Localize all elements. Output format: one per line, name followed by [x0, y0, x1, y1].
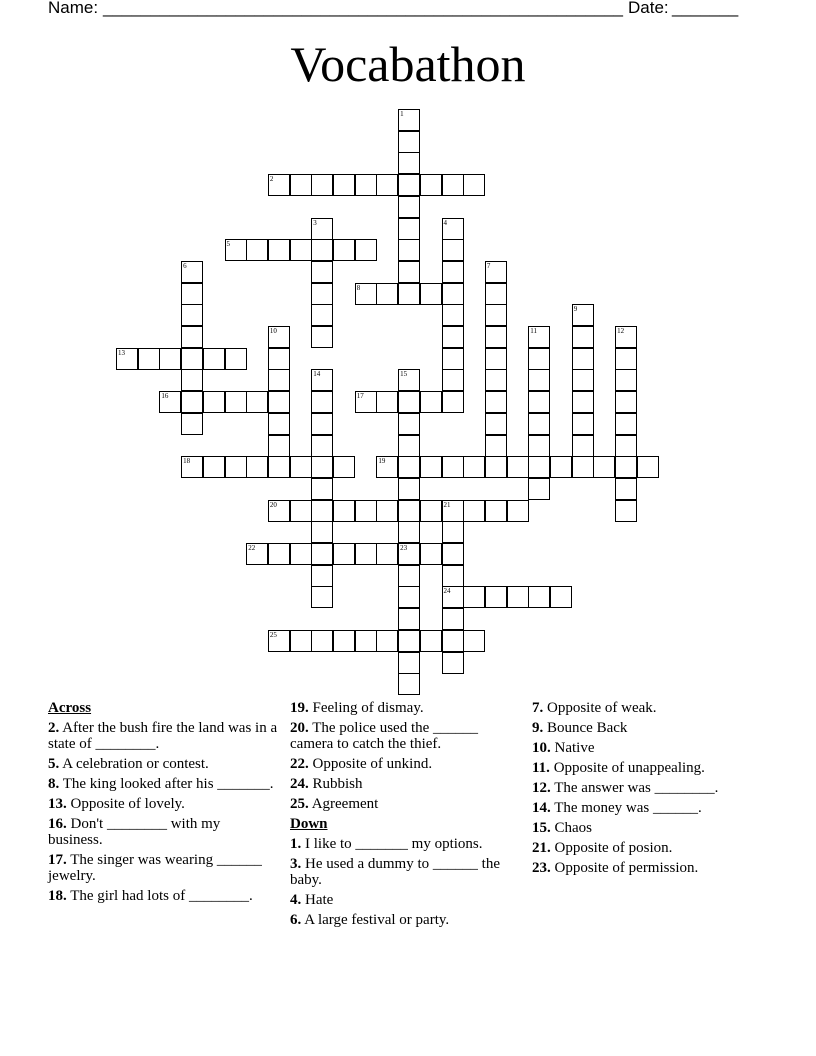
grid-cell[interactable] [615, 435, 637, 457]
clue-number: 5 [226, 240, 230, 249]
grid-cell[interactable] [398, 500, 420, 522]
grid-cell[interactable] [311, 283, 333, 305]
grid-cell[interactable] [398, 521, 420, 543]
clue-across-13: 13. Opposite of lovely. [48, 796, 185, 812]
clue-down-23: 23. Opposite of permission. [532, 860, 699, 876]
grid-cell[interactable] [463, 630, 485, 652]
name-line: _______________________________________________________ [103, 0, 624, 17]
grid-cell[interactable] [615, 348, 637, 370]
grid-cell[interactable] [268, 456, 290, 478]
grid-cell[interactable] [311, 304, 333, 326]
grid-cell[interactable] [311, 391, 333, 413]
puzzle-title: Vocabathon [290, 36, 526, 92]
grid-cell[interactable] [333, 239, 355, 261]
grid-cell[interactable] [485, 261, 507, 283]
grid-cell[interactable] [311, 369, 333, 391]
clue-number: 16 [161, 392, 169, 401]
grid-cell[interactable] [225, 239, 247, 261]
grid-cell[interactable] [398, 608, 420, 630]
grid-cell[interactable] [528, 413, 550, 435]
grid-cell[interactable] [268, 348, 290, 370]
clue-number: 1 [400, 110, 404, 118]
grid-cell[interactable] [398, 543, 420, 565]
clue-down-15: 15. Chaos [532, 820, 592, 836]
grid-cell[interactable] [159, 348, 181, 370]
grid-cell[interactable] [507, 456, 529, 478]
grid-cell[interactable] [311, 326, 333, 348]
grid-cell[interactable] [485, 326, 507, 348]
grid-cell[interactable] [485, 369, 507, 391]
grid-cell[interactable] [420, 391, 442, 413]
grid-cell[interactable] [268, 369, 290, 391]
clues-column-2 [290, 700, 520, 932]
grid-cell[interactable] [528, 478, 550, 500]
grid-cell[interactable] [290, 174, 312, 196]
grid-cell[interactable] [442, 261, 464, 283]
clue-number: 7 [486, 261, 491, 270]
name-label: Name: [48, 0, 99, 17]
grid-cell[interactable] [528, 326, 550, 348]
grid-cell[interactable] [398, 152, 420, 174]
grid-cell[interactable] [181, 261, 203, 283]
date-line: _______ [672, 0, 739, 17]
grid-cell[interactable] [528, 369, 550, 391]
grid-cell[interactable] [311, 543, 333, 565]
grid-cell[interactable] [442, 326, 464, 348]
clue-across-22: 22. Opposite of unkind. [290, 756, 433, 772]
grid-cell[interactable] [311, 456, 333, 478]
grid-cell[interactable] [311, 630, 333, 652]
grid-cell[interactable] [398, 283, 420, 305]
grid-cell[interactable] [376, 283, 398, 305]
grid-cell[interactable] [398, 261, 420, 283]
grid-cell[interactable] [615, 391, 637, 413]
clue-number: 17 [356, 392, 364, 401]
clue-across-16: 16. Don't ________ with my business. [48, 816, 221, 848]
grid-cell[interactable] [398, 218, 420, 240]
grid-cell[interactable] [355, 500, 377, 522]
grid-cell[interactable] [246, 456, 268, 478]
clue-down-7: 7. Opposite of weak. [532, 700, 657, 716]
clue-number: 23 [400, 544, 408, 552]
grid-cell[interactable] [442, 652, 464, 674]
grid-cell[interactable] [376, 456, 398, 478]
grid-cell[interactable] [442, 500, 464, 522]
grid-cell[interactable] [290, 543, 312, 565]
grid-cell[interactable] [572, 413, 594, 435]
clues-column-1 [48, 700, 278, 908]
clue-down-4: 4. Hate [290, 892, 334, 908]
grid-cell[interactable] [311, 478, 333, 500]
grid-cell[interactable] [181, 283, 203, 305]
grid-cell[interactable] [615, 326, 637, 348]
grid-cell[interactable] [333, 543, 355, 565]
grid-cell[interactable] [246, 239, 268, 261]
clue-number: 18 [183, 457, 191, 466]
clue-number: 24 [443, 587, 451, 596]
grid-cell[interactable] [463, 456, 485, 478]
grid-cell[interactable] [442, 586, 464, 608]
grid-cell[interactable] [290, 630, 312, 652]
grid-cell[interactable] [268, 391, 290, 413]
grid-cell[interactable] [398, 196, 420, 218]
grid-cell[interactable] [442, 348, 464, 370]
clue-number: 8 [356, 283, 361, 292]
grid-cell[interactable] [355, 239, 377, 261]
grid-cell[interactable] [311, 586, 333, 608]
grid-cell[interactable] [485, 435, 507, 457]
grid-cell[interactable] [442, 239, 464, 261]
grid-cell[interactable] [442, 218, 464, 240]
clue-down-21: 21. Opposite of posion. [532, 840, 673, 856]
grid-cell[interactable] [268, 435, 290, 457]
grid-cell[interactable] [311, 500, 333, 522]
grid-cell[interactable] [181, 369, 203, 391]
grid-cell[interactable] [398, 413, 420, 435]
grid-cell[interactable] [615, 369, 637, 391]
grid-cell[interactable] [311, 174, 333, 196]
grid-cell[interactable] [485, 413, 507, 435]
grid-cell[interactable] [442, 283, 464, 305]
grid-cell[interactable] [442, 543, 464, 565]
grid-cell[interactable] [138, 348, 160, 370]
grid-cell[interactable] [485, 304, 507, 326]
grid-cell[interactable] [203, 456, 225, 478]
clue-down-11: 11. Opposite of unappealing. [532, 760, 705, 776]
grid-cell[interactable] [572, 326, 594, 348]
grid-cell[interactable] [420, 283, 442, 305]
grid-cell[interactable] [268, 500, 290, 522]
grid-cell[interactable] [311, 239, 333, 261]
grid-cell[interactable] [442, 369, 464, 391]
grid-cell[interactable] [268, 239, 290, 261]
clue-across-8: 8. The king looked after his _______. [48, 776, 274, 792]
grid-cell[interactable] [398, 652, 420, 674]
grid-cell[interactable] [463, 586, 485, 608]
grid-cell[interactable] [463, 500, 485, 522]
grid-cell[interactable] [311, 218, 333, 240]
clue-down-3: 3. He used a dummy to ______ the baby. [290, 856, 500, 888]
grid-cell[interactable] [311, 413, 333, 435]
grid-cell[interactable] [572, 369, 594, 391]
grid-cell[interactable] [420, 174, 442, 196]
grid-cell[interactable] [290, 456, 312, 478]
grid-cell[interactable] [355, 391, 377, 413]
grid-cell[interactable] [420, 456, 442, 478]
grid-cell[interactable] [268, 326, 290, 348]
clue-number: 19 [378, 457, 386, 466]
clue-number: 15 [400, 370, 408, 379]
clue-across-25: 25. Agreement [290, 796, 379, 812]
grid-cell[interactable] [442, 521, 464, 543]
clue-number: 12 [617, 327, 625, 335]
clue-number: 22 [248, 544, 256, 552]
grid-cell[interactable] [181, 348, 203, 370]
across-heading: Across [48, 700, 92, 716]
grid-cell[interactable] [485, 586, 507, 608]
clue-down-9: 9. Bounce Back [532, 720, 628, 736]
clue-number: 9 [573, 305, 578, 314]
clue-across-5: 5. A celebration or contest. [48, 756, 209, 772]
grid-cell[interactable] [593, 456, 615, 478]
grid-cell[interactable] [398, 630, 420, 652]
grid-cell[interactable] [311, 521, 333, 543]
grid-cell[interactable] [528, 348, 550, 370]
clue-number: 21 [443, 500, 451, 509]
grid-cell[interactable] [615, 500, 637, 522]
grid-cell[interactable] [268, 630, 290, 652]
grid-cell[interactable] [442, 304, 464, 326]
grid-cell[interactable] [159, 391, 181, 413]
grid-cell[interactable] [376, 391, 398, 413]
grid-cell[interactable] [333, 630, 355, 652]
grid-cell[interactable] [225, 348, 247, 370]
clue-number: 2 [269, 175, 274, 184]
grid-cell[interactable] [572, 348, 594, 370]
grid-cell[interactable] [507, 586, 529, 608]
grid-cell[interactable] [442, 456, 464, 478]
grid-cell[interactable] [268, 543, 290, 565]
grid-cell[interactable] [116, 348, 138, 370]
grid-cell[interactable] [398, 239, 420, 261]
clue-number: 14 [313, 370, 321, 379]
grid-cell[interactable] [203, 348, 225, 370]
clue-number: 20 [269, 500, 277, 509]
clue-number: 10 [269, 327, 277, 335]
grid-cell[interactable] [442, 630, 464, 652]
grid-cell[interactable] [485, 283, 507, 305]
grid-cell[interactable] [398, 369, 420, 391]
clue-number: 25 [269, 630, 277, 639]
grid-cell[interactable] [355, 630, 377, 652]
clue-number: 6 [183, 261, 187, 270]
clues-column-3 [532, 700, 762, 880]
clue-down-12: 12. The answer was ________. [532, 780, 719, 796]
clue-down-1: 1. I like to _______ my options. [290, 836, 483, 852]
grid-cell[interactable] [442, 565, 464, 587]
grid-cell[interactable] [485, 391, 507, 413]
grid-cell[interactable] [420, 630, 442, 652]
grid-cell[interactable] [615, 413, 637, 435]
down-heading: Down [290, 816, 328, 832]
grid-cell[interactable] [398, 131, 420, 153]
grid-cell[interactable] [550, 586, 572, 608]
grid-cell[interactable] [528, 586, 550, 608]
grid-cell[interactable] [398, 109, 420, 131]
grid-cell[interactable] [398, 586, 420, 608]
grid-cell[interactable] [485, 348, 507, 370]
grid-cell[interactable] [615, 456, 637, 478]
grid-cell[interactable] [507, 500, 529, 522]
clue-number: 11 [530, 327, 538, 335]
grid-cell[interactable] [442, 608, 464, 630]
clue-across-2: 2. After the bush fire the land was in a state of ________. [48, 720, 278, 752]
grid-cell[interactable] [376, 630, 398, 652]
grid-cell[interactable] [311, 435, 333, 457]
grid-cell[interactable] [398, 673, 420, 695]
grid-cell[interactable] [637, 456, 659, 478]
clue-across-18: 18. The girl had lots of ________. [48, 888, 253, 904]
grid-cell[interactable] [485, 456, 507, 478]
grid-cell[interactable] [420, 500, 442, 522]
clue-across-24: 24. Rubbish [290, 776, 363, 792]
grid-cell[interactable] [485, 500, 507, 522]
clue-number: 4 [443, 218, 447, 227]
grid-cell[interactable] [225, 391, 247, 413]
grid-cell[interactable] [355, 283, 377, 305]
grid-cell[interactable] [376, 174, 398, 196]
grid-cell[interactable] [442, 391, 464, 413]
grid-cell[interactable] [333, 174, 355, 196]
grid-cell[interactable] [355, 543, 377, 565]
grid-cell[interactable] [572, 435, 594, 457]
grid-cell[interactable] [355, 174, 377, 196]
grid-cell[interactable] [420, 543, 442, 565]
grid-cell[interactable] [528, 391, 550, 413]
grid-cell[interactable] [398, 435, 420, 457]
grid-cell[interactable] [572, 304, 594, 326]
grid-cell[interactable] [463, 174, 485, 196]
grid-cell[interactable] [181, 456, 203, 478]
clue-across-19: 19. Feeling of dismay. [290, 700, 424, 716]
clue-across-20: 20. The police used the ______ camera to catch the thief. [290, 720, 479, 752]
grid-cell[interactable] [550, 456, 572, 478]
clue-number: 13 [118, 348, 125, 357]
clue-down-6: 6. A large festival or party. [290, 912, 450, 928]
grid-cell[interactable] [528, 435, 550, 457]
grid-cell[interactable] [290, 500, 312, 522]
clue-down-14: 14. The money was ______. [532, 800, 702, 816]
grid-cell[interactable] [246, 391, 268, 413]
grid-cell[interactable] [333, 500, 355, 522]
date-label: Date: [628, 0, 669, 17]
clue-down-10: 10. Native [532, 740, 595, 756]
grid-cell[interactable] [203, 391, 225, 413]
grid-cell[interactable] [181, 413, 203, 435]
clue-number: 3 [313, 218, 317, 227]
grid-cell[interactable] [615, 478, 637, 500]
grid-cell[interactable] [311, 565, 333, 587]
grid-cell[interactable] [333, 456, 355, 478]
grid-cell[interactable] [572, 456, 594, 478]
grid-cell[interactable] [181, 304, 203, 326]
grid-cell[interactable] [311, 261, 333, 283]
grid-cell[interactable] [398, 456, 420, 478]
grid-cell[interactable] [290, 239, 312, 261]
grid-cell[interactable] [442, 174, 464, 196]
grid-cell[interactable] [528, 456, 550, 478]
grid-cell[interactable] [398, 565, 420, 587]
grid-cell[interactable] [268, 174, 290, 196]
grid-cell[interactable] [376, 543, 398, 565]
grid-cell[interactable] [268, 413, 290, 435]
grid-cell[interactable] [398, 391, 420, 413]
grid-cell[interactable] [225, 456, 247, 478]
grid-cell[interactable] [246, 543, 268, 565]
grid-cell[interactable] [398, 478, 420, 500]
grid-cell[interactable] [181, 326, 203, 348]
grid-cell[interactable] [376, 500, 398, 522]
grid-cell[interactable] [181, 391, 203, 413]
grid-cell[interactable] [398, 174, 420, 196]
clue-across-17: 17. The singer was wearing ______ jewelry. [48, 852, 262, 884]
grid-cell[interactable] [572, 391, 594, 413]
